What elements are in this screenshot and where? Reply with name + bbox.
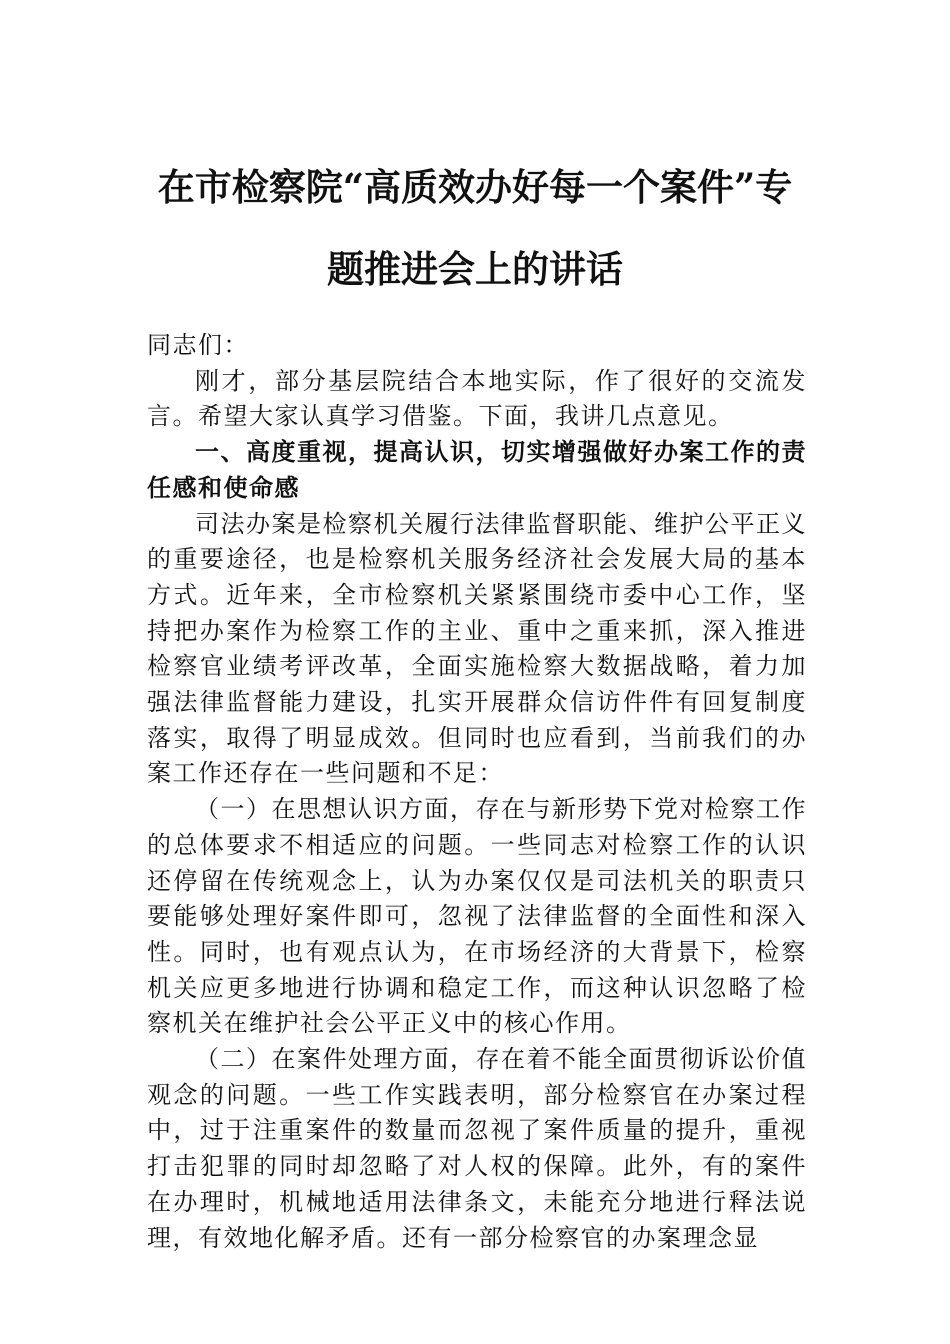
document-title	[130, 146, 820, 310]
section-heading-1: 一、高度重视，提高认识，切实增强做好办案工作的责任感和使命感	[147, 438, 807, 502]
title-line-2: 题推进会上的讲话	[327, 247, 623, 291]
body-paragraph-3: （二）在案件处理方面，存在着不能全面贯彻诉讼价值观念的问题。一些工作实践表明，部分检察官在办案过程中，过于注重案件的数量而忽视了案件质量的提升，重视打击犯罪的同时却忽略了对人权的保障。此外，有的案件在办理时，机械地适用法律条文，未能充分地进行释法说理，有效地化解矛盾。还有一部分检察官的办案理念显	[147, 1045, 807, 1252]
intro-paragraph: 刚才，部分基层院结合本地实际，作了很好的交流发言。希望大家认真学习借鉴。下面，我讲几点意见。	[147, 366, 807, 431]
body-paragraph-1: 司法办案是检察机关履行法律监督职能、维护公平正义的重要途径，也是检察机关服务经济社会发展大局的基本方式。近年来，全市检察机关紧紧围绕市委中心工作，坚持把办案作为检察工作的主业、重中之重来抓，深入推进检察官业绩考评改革，全面实施检察大数据战略，着力加强法律监督能力建设，扎实开展群众信访件件有回复制度落实，取得了明显成效。但同时也应看到，当前我们的办案工作还存在一些问题和不足：	[147, 509, 807, 788]
document-body	[147, 328, 807, 1256]
greeting: 同志们：	[147, 331, 249, 359]
title-line-1: 在市检察院“高质效办好每一个案件”专	[157, 165, 793, 209]
body-paragraph-2: （一）在思想认识方面，存在与新形势下党对检察工作的总体要求不相适应的问题。一些同志对检察工作的认识还停留在传统观念上，认为办案仅仅是司法机关的职责只要能够处理好案件即可，忽视了法律监督的全面性和深入性。同时，也有观点认为，在市场经济的大背景下，检察机关应更多地进行协调和稳定工作，而这种认识忽略了检察机关在维护社会公平正义中的核心作用。	[147, 795, 807, 1038]
